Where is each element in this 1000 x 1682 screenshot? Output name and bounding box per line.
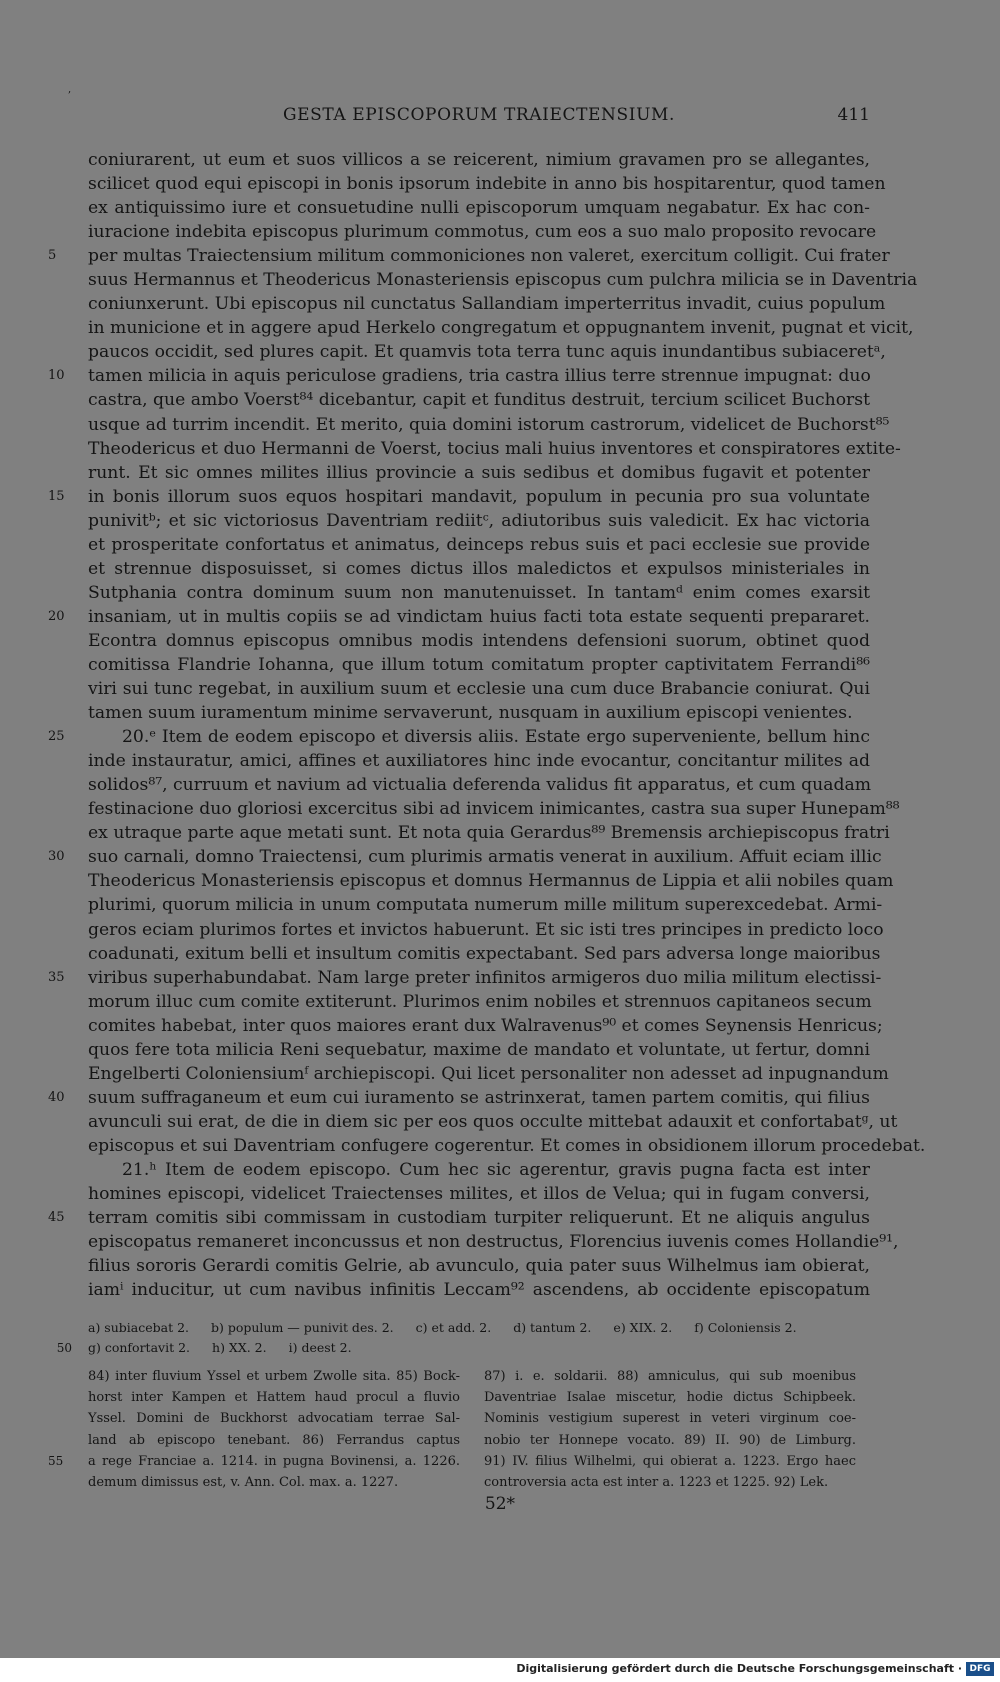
text-line <box>88 1014 883 1038</box>
text-line <box>88 1387 460 1408</box>
text-line <box>88 533 870 557</box>
text-line <box>88 292 886 316</box>
line-text: Engelberti Coloniensiumᶠ archiepiscopi. Qui licet personaliter non adesset ad inpugnandum <box>88 1063 889 1084</box>
apparatus-note: e) XIX. 2. <box>613 1320 673 1335</box>
text-line <box>88 821 890 845</box>
footnotes-right-column <box>484 1366 856 1493</box>
text-line <box>48 1451 460 1472</box>
line-text: Yssel. Domini de Buckhorst advocatiam terrae Sal- <box>88 1411 460 1427</box>
line-text: tamen milicia in aquis periculose gradiens, tria castra illius terre strennue impugnat: duo <box>88 366 871 387</box>
text-line <box>88 1408 460 1429</box>
line-text: castra, que ambo Voerst⁸⁴ dicebantur, capit et funditus destruit, tercium scilicet Buchorst <box>88 390 870 411</box>
line-text: viribus superhabundabat. Nam large preter infinitos armigeros duo milia militum electissi- <box>88 967 882 988</box>
corner-mark: , <box>68 84 72 95</box>
text-line <box>88 316 914 340</box>
text-line <box>48 364 871 388</box>
text-line <box>88 1366 460 1387</box>
apparatus-note: a) subiacebat 2. <box>88 1320 189 1335</box>
text-line <box>88 773 870 797</box>
apparatus-note: i) deest 2. <box>288 1340 352 1355</box>
text-line <box>484 1472 856 1493</box>
text-line <box>88 1430 460 1451</box>
text-line <box>88 1230 899 1254</box>
line-text: runt. Et sic omnes milites illius provincie a suis sedibus et domibus fugavit et potenter <box>88 462 870 483</box>
line-text: viri sui tunc regebat, in auxilium suum et ecclesie una cum duce Brabancie coniurat. Qui <box>88 679 870 700</box>
apparatus-note: c) et add. 2. <box>415 1320 492 1335</box>
line-text: insaniam, ut in multis copiis se ad vindictam huius facti tota estate sequenti prepararet. <box>88 606 870 627</box>
line-text: suo carnali, domno Traiectensi, cum plurimis armatis venerat in auxilium. Affuit eciam illic <box>88 847 882 868</box>
text-line <box>48 966 882 990</box>
text-line <box>48 725 870 749</box>
text-line <box>484 1387 856 1408</box>
line-text: suus Hermannus et Theodericus Monasteriensis episcopus cum pulchra milicia se in Daventria <box>88 270 918 291</box>
line-text: Sutphania contra dominum suum non manutenuisset. In tantamᵈ enim comes exarsit <box>88 582 870 603</box>
text-line <box>484 1430 856 1451</box>
line-text: filius sororis Gerardi comitis Gelrie, ab avunculo, quia pater suus Wilhelmus iam obierat, <box>88 1256 870 1277</box>
text-line <box>88 893 883 917</box>
line-text: iamⁱ inducitur, ut cum navibus infinitis Leccam⁹² ascendens, ab occidente episcopatum <box>88 1280 870 1301</box>
line-text: geros eciam plurimos fortes et invictos habuerunt. Et sic isti tres principes in predicto loco <box>88 919 884 940</box>
text-line <box>48 485 870 509</box>
main-text <box>48 148 926 1302</box>
text-line <box>88 918 884 942</box>
line-text: terram comitis sibi commissam in custodiam turpiter reliquerunt. Et ne aliquis angulus <box>88 1208 870 1229</box>
text-line <box>88 629 870 653</box>
line-text: 20.ᵉ Item de eodem episcopo et diversis aliis. Estate ergo superveniente, bellum hinc <box>122 727 870 748</box>
line-number: 10 <box>48 368 65 384</box>
line-text: episcopatus remaneret inconcussus et non destructus, Florencius iuvenis comes Hollandie⁹¹, <box>88 1232 899 1253</box>
line-number: 25 <box>48 729 65 745</box>
line-text: inde instauratur, amici, affines et auxiliatores hinc inde evocantur, concitantur milites ad <box>88 751 870 772</box>
text-line <box>88 990 870 1014</box>
dfg-logo: DFG <box>966 1662 994 1676</box>
text-line <box>88 1134 926 1158</box>
line-text: Theodericus Monasteriensis episcopus et domnus Hermannus de Lippia et alii nobiles quam <box>88 871 894 892</box>
text-line <box>48 845 882 869</box>
line-text: coniunxerunt. Ubi episcopus nil cunctatus Sallandiam imperterritus invadit, cuius populum <box>88 294 886 315</box>
text-line <box>88 388 870 412</box>
line-number: 55 <box>48 1453 64 1468</box>
text-line <box>484 1408 856 1429</box>
line-text: scilicet quod equi episcopi in bonis ipsorum indebite in anno bis hospitarentur, quod tamen <box>88 174 886 195</box>
line-text: morum illuc cum comite extiterunt. Plurimos enim nobiles et strennuos capitaneos secum <box>88 991 872 1012</box>
line-text: coadunati, exitum belli et insultum comitis expectabant. Sed pars adversa longe maioribus <box>88 943 881 964</box>
line-text: plurimi, quorum milicia in unum computata numerum mille militum superexcedebat. Armi- <box>88 895 883 916</box>
line-text: paucos occidit, sed plures capit. Et quamvis tota terra tunc aquis inundantibus subiaceretᵃ, <box>88 342 886 363</box>
line-text: in municione et in aggere apud Herkelo congregatum et oppugnantem invenit, pugnat et vicit, <box>88 318 914 339</box>
apparatus-row <box>56 1338 870 1358</box>
line-number: 50 <box>56 1341 72 1355</box>
line-text: 84) inter fluvium Yssel et urbem Zwolle sita. 85) Bock- <box>88 1369 460 1384</box>
line-text: per multas Traiectensium militum commoniciones non valeret, exercitum colligit. Cui frater <box>88 246 890 267</box>
line-text: demum dimissus est, v. Ann. Col. max. a. 1227. <box>88 1474 399 1490</box>
text-line <box>88 461 870 485</box>
text-line <box>88 557 870 581</box>
text-line <box>88 1472 460 1493</box>
line-text: Theodericus et duo Hermanni de Voerst, tocius mali huius inventores et conspiratores extite- <box>88 438 901 459</box>
text-line <box>88 581 870 605</box>
text-line <box>88 1182 870 1206</box>
line-text: Daventriae Isalae miscetur, hodie dictus Schipbeek. <box>484 1390 856 1406</box>
line-text: suum suffraganeum et eum cui iuramento se astrinxerat, tamen partem comitis, qui filius <box>88 1087 870 1108</box>
textual-apparatus <box>56 1318 870 1358</box>
line-number: 20 <box>48 608 65 624</box>
text-line <box>88 220 877 244</box>
text-line <box>88 268 918 292</box>
text-line <box>48 605 870 629</box>
footnotes-left-column <box>48 1366 460 1493</box>
line-text: solidos⁸⁷, curruum et navium ad victualia deferenda validus fit apparatus, et cum quadam <box>88 775 872 796</box>
text-line <box>88 413 890 437</box>
line-number: 40 <box>48 1089 65 1105</box>
apparatus-row <box>88 1318 870 1338</box>
text-line <box>88 1158 870 1182</box>
line-text: avunculi sui erat, de die in diem sic per eos quos occulte mittebat adauxit et confortabatᵍ, ut <box>88 1111 898 1132</box>
text-line <box>88 172 886 196</box>
text-line <box>88 701 870 725</box>
line-text: comites habebat, inter quos maiores erant dux Walravenus⁹⁰ et comes Seynensis Henricus; <box>88 1015 883 1036</box>
line-text: tamen suum iuramentum minime servaverunt, nusquam in auxilium episcopi venientes. <box>88 703 853 724</box>
line-text: et prosperitate confortatus et animatus, deinceps rebus suis et paci ecclesie sue provide <box>88 534 870 555</box>
text-line <box>88 340 886 364</box>
text-line <box>88 509 870 533</box>
text-line <box>48 1206 870 1230</box>
text-line <box>484 1451 856 1472</box>
line-text: punivitᵇ; et sic victoriosus Daventriam rediitᶜ, adiutoribus suis valedicit. Ex hac victoria <box>88 510 870 531</box>
apparatus-note: h) XX. 2. <box>212 1340 267 1355</box>
signature-mark: 52* <box>484 1494 516 1514</box>
text-line <box>88 1038 870 1062</box>
line-text: 21.ʰ Item de eodem episcopo. Cum hec sic agerentur, gravis pugna facta est inter <box>122 1159 870 1180</box>
line-text: ex antiquissimo iure et consuetudine nulli episcoporum umquam negabatur. Ex hac con- <box>88 198 870 219</box>
apparatus-note: g) confortavit 2. <box>88 1340 191 1355</box>
line-text: horst inter Kampen et Hattem haud procul a fluvio <box>88 1390 460 1406</box>
footer-bar <box>0 1658 1000 1682</box>
text-line <box>88 749 870 773</box>
line-text: nobio ter Honnepe vocato. 89) II. 90) de Limburg. <box>484 1432 856 1448</box>
text-line <box>88 1254 870 1278</box>
text-line <box>88 677 870 701</box>
line-text: usque ad turrim incendit. Et merito, quia domini istorum castrorum, videlicet de Buchorst⁸⁵ <box>88 414 890 435</box>
text-line <box>88 1278 870 1302</box>
line-number: 5 <box>48 248 57 264</box>
line-text: festinacione duo gloriosi excercitus sibi ad invicem inimicantes, castra sua super Hunepam⁸⁸ <box>88 799 900 820</box>
text-line <box>88 148 870 172</box>
text-line <box>88 437 901 461</box>
line-text: episcopus et sui Daventriam confugere cogerentur. Et comes in obsidionem illorum procedebat. <box>88 1135 926 1156</box>
line-text: in bonis illorum suos equos hospitari mandavit, populum in pecunia pro sua voluntate <box>88 486 870 507</box>
text-line <box>88 942 881 966</box>
line-text: et strennue disposuisset, si comes dictus illos maledictos et expulsos ministeriales in <box>88 558 870 579</box>
line-text: homines episcopi, videlicet Traiectenses milites, et illos de Velua; qui in fugam conversi, <box>88 1184 870 1205</box>
line-number: 30 <box>48 849 65 865</box>
text-line <box>88 196 870 220</box>
text-line <box>48 244 890 268</box>
line-text: Nominis vestigium superest in veteri virginum coe- <box>484 1411 856 1427</box>
text-line <box>484 1366 856 1387</box>
line-text: 91) IV. filius Wilhelmi, qui obierat a. 1223. Ergo haec <box>484 1453 856 1469</box>
line-text: comitissa Flandrie Iohanna, que illum totum comitatum propter captivitatem Ferrandi⁸⁶ <box>88 654 870 675</box>
line-text: land ab episcopo tenebant. 86) Ferrandus captus <box>88 1432 460 1448</box>
line-text: 87) i. e. soldarii. 88) amniculus, qui sub moenibus <box>484 1369 856 1384</box>
line-text: iuracione indebita episcopus plurimum commotus, cum eos a suo malo proposito revocare <box>88 222 877 243</box>
text-line <box>88 797 900 821</box>
line-number: 45 <box>48 1210 65 1226</box>
text-line <box>48 1086 870 1110</box>
line-text: a rege Franciae a. 1214. in pugna Bovinensi, a. 1226. <box>88 1453 460 1469</box>
line-text: quos fere tota milicia Reni sequebatur, maxime de mandato et voluntate, ut fertur, domni <box>88 1039 870 1060</box>
line-text: Econtra domnus episcopus omnibus modis intendens defensioni suorum, obtinet quod <box>88 630 870 651</box>
line-number: 35 <box>48 969 65 985</box>
line-text: ex utraque parte aque metati sunt. Et nota quia Gerardus⁸⁹ Bremensis archiepiscopus fratri <box>88 823 890 844</box>
text-line <box>88 869 894 893</box>
funding-credit: Digitalisierung gefördert durch die Deutsche Forschungsgemeinschaft · <box>516 1662 962 1675</box>
text-line <box>88 653 870 677</box>
apparatus-note: f) Coloniensis 2. <box>694 1320 797 1335</box>
line-number: 15 <box>48 488 65 504</box>
running-title: GESTA EPISCOPORUM TRAIECTENSIUM. <box>282 105 676 125</box>
page-number: 411 <box>837 105 870 125</box>
apparatus-note: d) tantum 2. <box>513 1320 592 1335</box>
text-line <box>88 1110 898 1134</box>
running-header <box>88 105 870 131</box>
apparatus-note: b) populum — punivit des. 2. <box>211 1320 394 1335</box>
text-line <box>88 1062 889 1086</box>
line-text: coniurarent, ut eum et suos villicos a se reicerent, nimium gravamen pro se allegantes, <box>88 150 870 170</box>
line-text: controversia acta est inter a. 1223 et 1225. 92) Lek. <box>484 1474 829 1490</box>
